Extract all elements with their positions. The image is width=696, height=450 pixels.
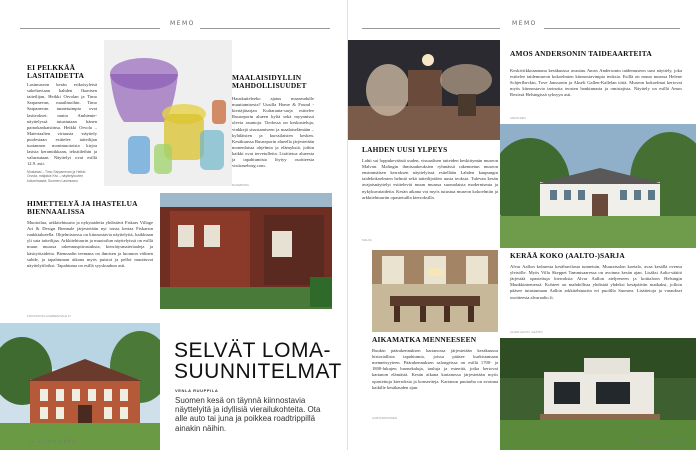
headline-aikamatka: AIKAMATKA MENNEESEEN <box>372 335 477 344</box>
headline-keraa: KERÄÄ KOKO (AALTO-)SARJA <box>510 251 625 260</box>
article-body-aikamatka: Ruukin päärakennuksen kartanossa järjestetään kesäkuussa historiallisia tapahtumia, joissa pääsee kurkistamaan menneisyyteen. Päärakennuksen salongeissa on esillä 1700- ja 1800-lukujen huonekaluja, tauluja ja esineitä, jotka kertovat kartanon elämästä. Kesän aikana kartanossa järjestetään myös opastettuja kierroksia ja konsertteja. Kartanon puutarha on avoinna kaikille kesäkauden ajan. <box>372 348 498 390</box>
photo-credit-keraa: ALVAR AALTO -SÄÄTIÖ <box>510 330 543 334</box>
right-page <box>348 0 696 450</box>
byline: VENLA RUUPPILA <box>175 388 219 393</box>
photo-credit-aikamatka: KARTANOMUSEO <box>372 416 398 420</box>
photo-credit-raseborg: RASEBORG <box>232 183 250 187</box>
photo-credit-amos: AMOS REX <box>510 116 526 120</box>
article-body-ei-pelkkaa: Lasimuseon kesän erikoisyleisä sukeltaviaan kahden Ikonisen taiteilijan, Heikki Orvolan ja Timo Sarpanevan, maailmoihin. Timo Sarpanevan tunnetuimpia ovat lasiteokset: mutta Ambiente-näyttelyssä tutustutaan hänen painokankaisiinsa. Heikki Orvola – Materiaalien virtausta -näyttely puolestaan esittelee taiteilijan tuotannon monimuotoista kirjoa lasista keramiikkaan, tekstiileihin ja valurautaan. Näyttelyt ovat esillä 12.9. asti. <box>27 82 97 167</box>
article-body-maalaisidyllin: Hauskutteleeko ajatus maaseudulle muuttamisesta? Uusilla Home & Found -kiertäjäsarjan Kultaranta-sarja esittelee Ruuseporin alueen kyliä sekä myynnissä olevia asuntoja. Tiedossa on keskusteluja, vinkkejä sisustamiseen ja maalaiselämään – kyläläisten ja kurssilaisten kesken. Kesäkuussa Ruuseporin alueella järjestetään monenlaisia ohjelmia ja elämyksiä, joihin kaikki ovat tervetulleita. Lisätietoa alueesta ja tapahtumista löytyy osoitteesta visitraseborg.com. <box>232 96 314 169</box>
section-rule <box>20 28 160 29</box>
article-body-lahden: Lahti sai loppukeväästä uuden, visuaalisen taiteiden keskittymän museon Malvan. Malingin ihmisaukeuksien ryhmässä rakennetun museon ensimmäisen kerroksen näyttelyissä esitellään Lahden kaupungin taidekokoelmien helmiä sekä taiteilijoiden uusia teoksia. Tulevan kesän avajaisnäyttelyt esittelevät muun muassa suomalaista modernismia ja nykykuvataidetta. Kesän aikana voi myös tutustua museon kokoelmiin ja arkkitehtuuriin opastetuilla kierroksilla. <box>362 158 498 200</box>
section-rule <box>362 28 500 29</box>
main-feature-title-line2: SUUNNITELMAT <box>174 360 342 383</box>
article-body-keraa: Alvar Aallon kolmesta kesähuvilasta tunnetuin, Muuratsalon koetalo, avaa kesällä ovensa yleisölle. Myös Villa Skeppet Tammisaaressa on avoinna kesän ajan. Lisäksi Aalto-säätiö järjestää opastettuja kierroksia Alvar Aallon ateljeeseen ja kotitaloon Helsingin Munkkiniemessä. Kohteet on mahdollista yhdistää yhdeksi kesäpäivän matkaksi, jolloin pääsee tutustumaan Aallon arkkitehtuuriin eri puolilla Suomea. Lisätietoja ja varaukset osoitteesta alvaraalto.fi. <box>510 264 682 300</box>
section-rule <box>544 28 680 29</box>
glass-vases-photo <box>104 40 232 186</box>
caption-glass: Mustalasi – Timo Sarpanevan ja Heikki Orvola, maljakot Kivi – näyttelykuvien kokoelmasta; Suomen Lasimuseo <box>27 170 86 183</box>
section-label-right: MEMO <box>512 20 537 27</box>
white-villa-photo <box>500 124 696 248</box>
article-body-himettelya: Muotoilua, arkkitehtuuria ja nykytaidetta yhdistävä Fiskars Village Art & Design Biennale järjestetään nyt toista kertaa Fiskarsin ruukkialueella. Ohjelmistossa on kiinnostavia näyttelyitä, kaikkiaan yli sata taiteilijaa. Arkkitehtuurin ja muotoilun näyttelyissä on esillä muun muassa rakennuspiirustuksia, kierrätysmateriaaleja ja käsityötaidetta. Biennaalin teemana on ihmisen ja luonnon välinen suhde, ja tapahtuman aikana myös puistot ja pellot muuttuvat näyttelytiloiksi. Tapahtuma on esillä syyskuuhun asti. <box>27 220 153 268</box>
folio-right: GLORIA'S KOTI 73 <box>636 439 685 444</box>
dining-hall-photo <box>372 250 498 332</box>
section-rule <box>200 28 330 29</box>
modern-house-photo <box>500 338 696 450</box>
headline-himettelya: HIMETTELYÄ JA IHASTELUA BIENNAALISSA <box>27 199 138 216</box>
red-wooden-house-photo <box>160 193 332 309</box>
main-feature-title <box>174 340 344 382</box>
photo-credit-biennale: FISKARSVILLAGEBIENNALE.FI <box>27 314 71 318</box>
manor-building-photo <box>0 323 160 450</box>
folio-left: 72 GLORIA'S KOTI <box>28 439 77 444</box>
headline-lahden: LAHDEN UUSI YLPEYS <box>362 145 448 154</box>
section-label-left: MEMO <box>170 20 195 27</box>
photo-credit-lahden: MALVA <box>362 238 372 242</box>
headline-maalaisidyllin: MAALAISIDYLLIN MAHDOLLISUUDET <box>232 73 307 90</box>
main-feature-title-line1: SELVÄT LOMA- <box>174 339 331 362</box>
article-body-amos: Keskiviikkoaamuna kesäkuussa avautuu Amos Andersonin taidemuseon uusi näyttely, joka esittelee taidemuseon kokoelmien kiinnostavimpia teoksia. Esillä on muun muassa Helene Schjerfbeckin, Tove Janssonin ja Akseli Gallen-Kallelan töitä. Museon kokoelmat kertovat myös kiinnostavia tarinoita teosten hankinnasta ja omistajista. Näyttely on esillä Amos Rexissä Helsingissä syksyyn asti. <box>510 68 682 98</box>
headline-amos: AMOS ANDERSONIN TAIDEAARTEITA <box>510 49 652 58</box>
headline-ei-pelkkaa: EI PELKKÄÄ LASITAIDETTA <box>27 63 85 80</box>
feature-lead: Suomen kesä on täynnä kiinnostavia näyttelyitä ja idyllisiä vierailukohteita. Ota alle auto tai juna ja poikkea roadtrippillä ainakin näihin. <box>175 396 321 433</box>
museum-interior-photo <box>348 40 500 140</box>
